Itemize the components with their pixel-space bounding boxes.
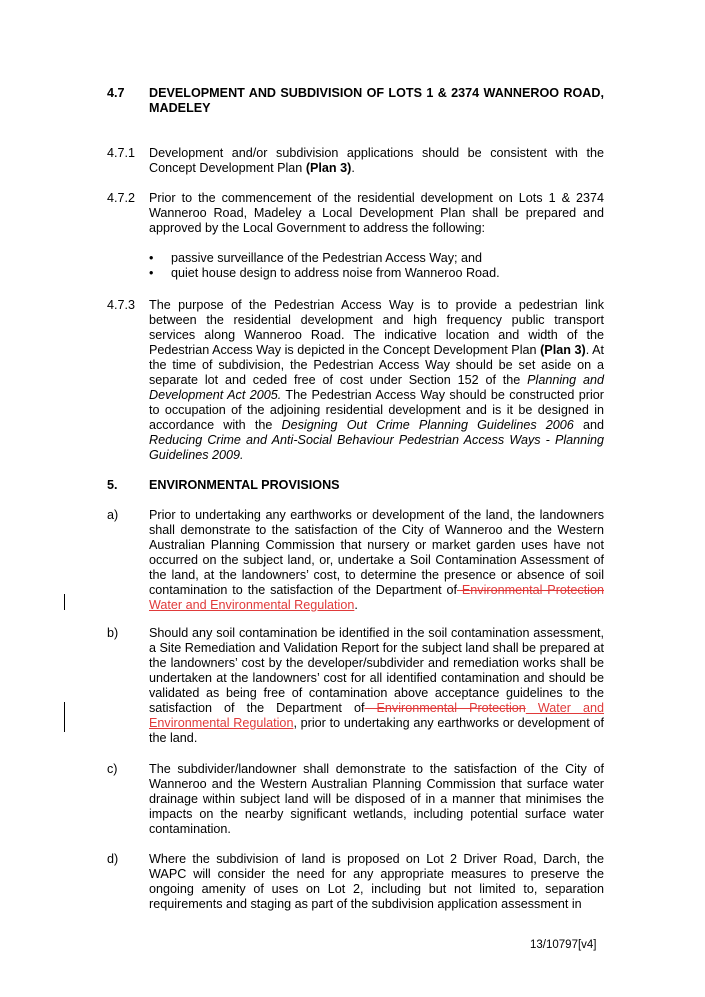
bullet-icon: • — [149, 251, 154, 265]
clause-number: d) — [107, 852, 119, 866]
deleted-text: Environmental Protection — [457, 583, 604, 597]
inserted-text: Water and Environmental Regulation — [149, 701, 604, 730]
deleted-text: Environmental Protection — [364, 701, 526, 715]
clause-text: Prior to undertaking any earthworks or development of the land, the landowners shall demonstrate to the satisfaction of the City of Wanneroo and the Western Australian Planning Commission that nursery or market garden uses have not occurred on the subject land, or, undertake a Soil Contamination Assessment of the land, at the landowners’ cost, to determine the presence or absence of soil contamination to the satisfaction of the Department of — [149, 508, 604, 597]
clause-number: 4.7.2 — [107, 191, 136, 205]
clause-text: . — [351, 161, 355, 175]
plan-reference: (Plan 3) — [540, 343, 586, 357]
clause-text: , prior to undertaking any earthworks or development of the land. — [149, 716, 604, 745]
clause-number: a) — [107, 508, 119, 522]
bullet-icon: • — [149, 266, 154, 280]
inserted-text: Water and Environmental Regulation — [149, 598, 355, 612]
change-bar — [64, 594, 65, 610]
clause-text: and — [573, 418, 604, 432]
document-reference: 13/10797[v4] — [530, 939, 597, 951]
section-number: 5. — [107, 478, 118, 492]
guideline-reference: Designing Out Crime Planning Guidelines 2006 — [281, 418, 574, 432]
clause-text: . At the time of subdivision, the Pedestrian Access Way should be set aside on a separate lot and ceded free of cost under Section 152 of the — [149, 343, 604, 387]
clause-d: Where the subdivision of land is proposed on Lot 2 Driver Road, Darch, the WAPC will consider the need for any appropriate measures to preserve the ongoing amenity of uses on Lot 2, including but not limited to, separation requirements and staging as part of the subdivision application assessment in — [149, 852, 604, 911]
clause-text: The purpose of the Pedestrian Access Way is to provide a pedestrian link between the residential development and high frequency public transport services along Wanneroo Road. The indicative location and width of the Pedestrian Access Way is depicted in the Concept Development Plan — [149, 298, 604, 357]
guideline-reference: Reducing Crime and Anti-Social Behaviour Pedestrian Access Ways - Planning Guidelines 2009. — [149, 433, 604, 462]
clause-4-7-2: Prior to the commencement of the residential development on Lots 1 & 2374 Wanneroo Road, Madeley a Local Development Plan shall be prepared and approved by the Local Government to address the following: — [149, 191, 604, 235]
act-reference: Planning and Development Act 2005. — [149, 373, 604, 402]
clause-b — [149, 626, 604, 746]
section-heading: DEVELOPMENT AND SUBDIVISION OF LOTS 1 & 2374 WANNEROO ROAD, MADELEY — [149, 86, 604, 115]
clause-a — [149, 508, 604, 613]
change-bar — [64, 702, 65, 732]
clause-4-7-3 — [149, 298, 604, 463]
clause-c: The subdivider/landowner shall demonstrate to the satisfaction of the City of Wanneroo and the Western Australian Planning Commission that surface water drainage within subject land will be disposed of in a manner that minimises the impacts on the nearby significant wetlands, including potential surface water contamination. — [149, 762, 604, 836]
clause-text: Development and/or subdivision applications should be consistent with the Concept Development Plan — [149, 146, 604, 175]
clause-text: . — [354, 598, 358, 612]
plan-reference: (Plan 3) — [305, 161, 352, 175]
clause-number: b) — [107, 626, 119, 640]
list-item: quiet house design to address noise from Wanneroo Road. — [171, 266, 500, 280]
section-number: 4.7 — [107, 86, 125, 100]
clause-number: 4.7.3 — [107, 298, 136, 312]
clause-text: Should any soil contamination be identified in the soil contamination assessment, a Site Remediation and Validation Report for the subject land shall be prepared at the landowners’ cost by the developer/subdivider and remediation works shall be undertaken at the landowners’ cost for all identified contamination and should be validated as being free of contamination above acceptance guidelines to the satisfaction of the Department of — [149, 626, 604, 715]
clause-number: 4.7.1 — [107, 146, 136, 160]
clause-number: c) — [107, 762, 118, 776]
section-heading: ENVIRONMENTAL PROVISIONS — [149, 478, 340, 492]
clause-text: The Pedestrian Access Way should be constructed prior to occupation of the adjoining residential development and is it be designed in accordance with the — [149, 388, 604, 432]
list-item: passive surveillance of the Pedestrian Access Way; and — [171, 251, 483, 265]
clause-4-7-1 — [149, 146, 604, 176]
